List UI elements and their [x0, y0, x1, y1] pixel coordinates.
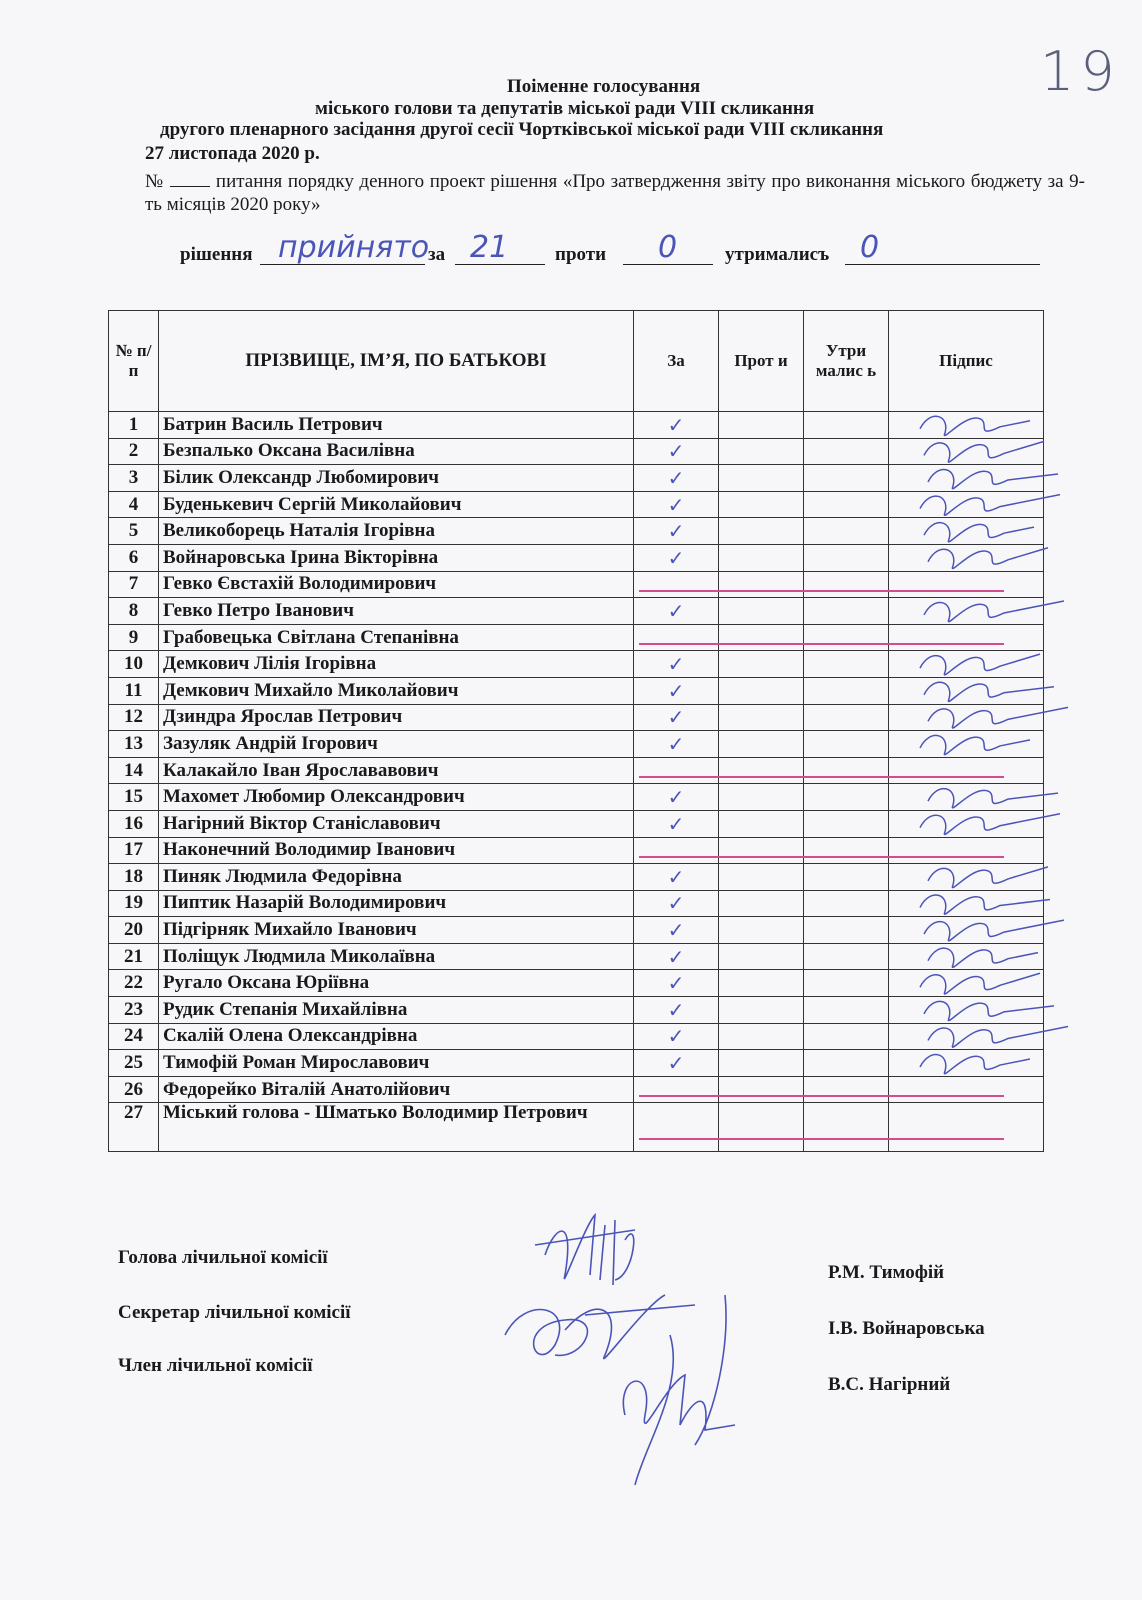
signature-scribble: [920, 814, 1060, 835]
row-against-cell: [719, 943, 804, 970]
row-against-cell: [719, 651, 804, 678]
row-name: Міський голова - Шматько Володимир Петрович: [159, 1103, 634, 1152]
row-abstained-cell: [804, 731, 889, 758]
row-abstained-cell: [804, 917, 889, 944]
row-for-cell: [634, 1076, 719, 1103]
signature-scribble: [924, 920, 1064, 941]
check-mark: ✓: [667, 652, 685, 677]
row-against-cell: [719, 784, 804, 811]
member-label: Член лічильної комісії: [118, 1355, 313, 1376]
commission-signatures: [495, 1185, 775, 1495]
title-line-3: другого пленарного засідання другої сесії Чортківської міської ради VIII скликання: [160, 119, 884, 140]
session-date: 27 листопада 2020 р.: [145, 143, 320, 164]
row-for-cell: [634, 997, 719, 1024]
row-name: Наконечний Володимир Іванович: [159, 837, 634, 864]
row-abstained-cell: [804, 1076, 889, 1103]
row-against-cell: [719, 1050, 804, 1077]
check-mark: ✓: [667, 785, 685, 810]
agenda-item: [145, 170, 1085, 216]
signature-scribble: [924, 601, 1064, 622]
row-against-cell: [719, 997, 804, 1024]
decision-value: прийнято: [278, 230, 430, 265]
against-label: проти: [555, 244, 607, 265]
row-against-cell: [719, 1076, 804, 1103]
for-count: 21: [470, 230, 509, 265]
row-number: 12: [109, 704, 159, 731]
row-against-cell: [719, 624, 804, 651]
row-against-cell: [719, 491, 804, 518]
check-mark: ✓: [667, 944, 685, 969]
row-against-cell: [719, 677, 804, 704]
signature-scribble: [920, 895, 1050, 914]
row-number: 18: [109, 864, 159, 891]
signature-scribble: [920, 973, 1040, 994]
row-for-cell: [634, 1103, 719, 1152]
row-abstained-cell: [804, 810, 889, 837]
row-against-cell: [719, 544, 804, 571]
row-abstained-cell: [804, 864, 889, 891]
signature-scribble: [920, 735, 1030, 754]
row-name: Пиптик Назарій Володимирович: [159, 890, 634, 917]
row-abstained-cell: [804, 1050, 889, 1077]
check-mark: ✓: [667, 864, 685, 889]
row-against-cell: [719, 438, 804, 465]
row-name: Нагірний Віктор Станіславович: [159, 810, 634, 837]
row-abstained-cell: [804, 943, 889, 970]
row-abstained-cell: [804, 784, 889, 811]
check-mark: ✓: [667, 678, 685, 703]
check-mark: ✓: [667, 811, 685, 836]
signature-scribble: [928, 867, 1048, 888]
check-mark: ✓: [667, 598, 685, 623]
row-for-cell: [634, 704, 719, 731]
row-abstained-cell: [804, 491, 889, 518]
row-against-cell: [719, 465, 804, 492]
row-abstained-cell: [804, 465, 889, 492]
row-number: 24: [109, 1023, 159, 1050]
row-name: Пиняк Людмила Федорівна: [159, 864, 634, 891]
row-number: 17: [109, 837, 159, 864]
signature-scribble: [920, 654, 1040, 675]
row-name: Федорейко Віталій Анатолійович: [159, 1076, 634, 1103]
signature-scribble: [928, 789, 1058, 808]
agenda-text: питання порядку денного проект рішення «Про затвердження звіту про виконання міського бюджету за 9-ть місяців 2020 року»: [145, 171, 1085, 215]
row-abstained-cell: [804, 624, 889, 651]
row-number: 9: [109, 624, 159, 651]
row-name: Махомет Любомир Олександрович: [159, 784, 634, 811]
row-for-cell: [634, 651, 719, 678]
row-number: 13: [109, 731, 159, 758]
row-abstained-cell: [804, 970, 889, 997]
row-name: Великоборець Наталія Ігорівна: [159, 518, 634, 545]
row-abstained-cell: [804, 757, 889, 784]
row-against-cell: [719, 917, 804, 944]
signature-scribble: [920, 1055, 1030, 1074]
row-against-cell: [719, 412, 804, 439]
row-against-cell: [719, 810, 804, 837]
check-mark: ✓: [667, 465, 685, 490]
row-number: 15: [109, 784, 159, 811]
row-against-cell: [719, 970, 804, 997]
signature-scribble: [920, 416, 1030, 435]
row-number: 25: [109, 1050, 159, 1077]
row-name: Буденькевич Сергій Миколайович: [159, 491, 634, 518]
check-mark: ✓: [667, 971, 685, 996]
secretary-name: І.В. Войнаровська: [828, 1318, 985, 1339]
row-for-cell: [634, 784, 719, 811]
row-name: Войнаровська Ірина Вікторівна: [159, 544, 634, 571]
signature-scribble: [928, 548, 1048, 569]
row-abstained-cell: [804, 598, 889, 625]
row-number: 10: [109, 651, 159, 678]
check-mark: ✓: [667, 1024, 685, 1049]
agenda-number-blank: [170, 186, 210, 187]
row-name: Дзиндра Ярослав Петрович: [159, 704, 634, 731]
signature-scribbles: [900, 395, 1120, 1115]
row-for-cell: [634, 890, 719, 917]
row-for-cell: [634, 1023, 719, 1050]
check-mark: ✓: [667, 439, 685, 464]
check-mark: ✓: [667, 519, 685, 544]
row-for-cell: [634, 438, 719, 465]
against-count: 0: [658, 230, 678, 265]
title-line-2: міського голови та депутатів міської ради VIII скликання: [315, 98, 815, 119]
row-against-cell: [719, 757, 804, 784]
row-name: Поліщук Людмила Миколаївна: [159, 943, 634, 970]
absent-strike-line: [639, 590, 1005, 592]
member-name: В.С. Нагірний: [828, 1374, 951, 1395]
signature-scribble: [928, 1026, 1068, 1047]
row-abstained-cell: [804, 1023, 889, 1050]
row-for-cell: [634, 1050, 719, 1077]
row-abstained-cell: [804, 677, 889, 704]
row-against-cell: [719, 571, 804, 598]
row-abstained-cell: [804, 1103, 889, 1152]
title-line-1: Поіменне голосування: [507, 76, 701, 97]
row-for-cell: [634, 491, 719, 518]
page-number: 19: [1040, 40, 1121, 103]
row-for-cell: [634, 544, 719, 571]
row-against-cell: [719, 864, 804, 891]
decision-summary: [180, 230, 1060, 290]
row-for-cell: [634, 598, 719, 625]
row-for-cell: [634, 465, 719, 492]
row-abstained-cell: [804, 890, 889, 917]
row-against-cell: [719, 518, 804, 545]
row-number: 16: [109, 810, 159, 837]
row-against-cell: [719, 731, 804, 758]
row-number: 5: [109, 518, 159, 545]
row-for-cell: [634, 864, 719, 891]
row-for-cell: [634, 970, 719, 997]
row-number: 6: [109, 544, 159, 571]
row-against-cell: [719, 1103, 804, 1152]
row-number: 26: [109, 1076, 159, 1103]
row-abstained-cell: [804, 997, 889, 1024]
header-against: Прот и: [719, 311, 804, 412]
check-mark: ✓: [667, 1051, 685, 1076]
chair-name: Р.М. Тимофій: [828, 1262, 945, 1283]
row-against-cell: [719, 837, 804, 864]
signature-scribble: [928, 469, 1058, 488]
row-name: Гевко Петро Іванович: [159, 598, 634, 625]
signature-scribble: [928, 948, 1038, 967]
check-mark: ✓: [667, 918, 685, 943]
row-abstained-cell: [804, 544, 889, 571]
abstained-label: утрималисъ: [725, 244, 830, 265]
row-number: 23: [109, 997, 159, 1024]
row-number: 11: [109, 677, 159, 704]
row-name: Гевко Євстахій Володимирович: [159, 571, 634, 598]
header-for: За: [634, 311, 719, 412]
agenda-number-label: №: [145, 171, 164, 192]
row-number: 7: [109, 571, 159, 598]
row-for-cell: [634, 624, 719, 651]
row-name: Калакайло Іван Ярослававович: [159, 757, 634, 784]
row-number: 14: [109, 757, 159, 784]
row-number: 3: [109, 465, 159, 492]
row-number: 27: [109, 1103, 159, 1152]
signature-scribble: [924, 682, 1054, 701]
row-abstained-cell: [804, 412, 889, 439]
row-abstained-cell: [804, 704, 889, 731]
signature-scribble: [924, 523, 1034, 542]
abstained-count: 0: [860, 230, 880, 265]
row-number: 19: [109, 890, 159, 917]
row-name: Безпалько Оксана Василівна: [159, 438, 634, 465]
check-mark: ✓: [667, 492, 685, 517]
chair-label: Голова лічильної комісії: [118, 1247, 328, 1268]
row-number: 2: [109, 438, 159, 465]
row-abstained-cell: [804, 571, 889, 598]
row-against-cell: [719, 1023, 804, 1050]
header-name: ПРІЗВИЩЕ, ІМ’Я, ПО БАТЬКОВІ: [159, 311, 634, 412]
check-mark: ✓: [667, 997, 685, 1022]
header-abstained: Утри малис ь: [804, 311, 889, 412]
row-name: Підгірняк Михайло Іванович: [159, 917, 634, 944]
row-against-cell: [719, 704, 804, 731]
signature-scribble: [924, 1001, 1054, 1020]
row-abstained-cell: [804, 651, 889, 678]
row-number: 8: [109, 598, 159, 625]
row-for-cell: [634, 518, 719, 545]
header-signature: Підпис: [889, 311, 1044, 412]
absent-strike-line: [639, 643, 1005, 645]
row-name: Рудик Степанія Михайлівна: [159, 997, 634, 1024]
signature-scribble: [920, 495, 1060, 516]
row-name: Скалій Олена Олександрівна: [159, 1023, 634, 1050]
header-num: № п/п: [109, 311, 159, 412]
row-number: 21: [109, 943, 159, 970]
row-number: 22: [109, 970, 159, 997]
row-for-cell: [634, 917, 719, 944]
row-for-cell: [634, 837, 719, 864]
for-label: за: [428, 244, 446, 265]
row-for-cell: [634, 943, 719, 970]
row-name: Грабовецька Світлана Степанівна: [159, 624, 634, 651]
row-abstained-cell: [804, 438, 889, 465]
row-abstained-cell: [804, 837, 889, 864]
absent-strike-line: [639, 1095, 1005, 1097]
signature-scribble: [928, 707, 1068, 728]
row-name: Ругало Оксана Юріївна: [159, 970, 634, 997]
row-for-cell: [634, 810, 719, 837]
row-name: Зазуляк Андрій Ігорович: [159, 731, 634, 758]
decision-label: рішення: [180, 244, 253, 265]
row-for-cell: [634, 677, 719, 704]
row-for-cell: [634, 757, 719, 784]
row-name: Білик Олександр Любомирович: [159, 465, 634, 492]
row-number: 1: [109, 412, 159, 439]
row-name: Тимофій Роман Мирославович: [159, 1050, 634, 1077]
row-for-cell: [634, 571, 719, 598]
row-number: 20: [109, 917, 159, 944]
row-name: Батрин Василь Петрович: [159, 412, 634, 439]
row-for-cell: [634, 731, 719, 758]
row-abstained-cell: [804, 518, 889, 545]
absent-strike-line: [639, 856, 1005, 858]
row-name: Демкович Лілія Ігорівна: [159, 651, 634, 678]
row-against-cell: [719, 598, 804, 625]
secretary-label: Секретар лічильної комісії: [118, 1302, 351, 1323]
check-mark: ✓: [667, 412, 685, 437]
check-mark: ✓: [667, 731, 685, 756]
check-mark: ✓: [667, 545, 685, 570]
row-name: Демкович Михайло Миколайович: [159, 677, 634, 704]
signature-scribble: [924, 441, 1044, 462]
row-for-cell: [634, 412, 719, 439]
row-against-cell: [719, 890, 804, 917]
check-mark: ✓: [667, 705, 685, 730]
row-number: 4: [109, 491, 159, 518]
check-mark: ✓: [667, 891, 685, 916]
absent-strike-line: [639, 1138, 1005, 1140]
absent-strike-line: [639, 776, 1005, 778]
